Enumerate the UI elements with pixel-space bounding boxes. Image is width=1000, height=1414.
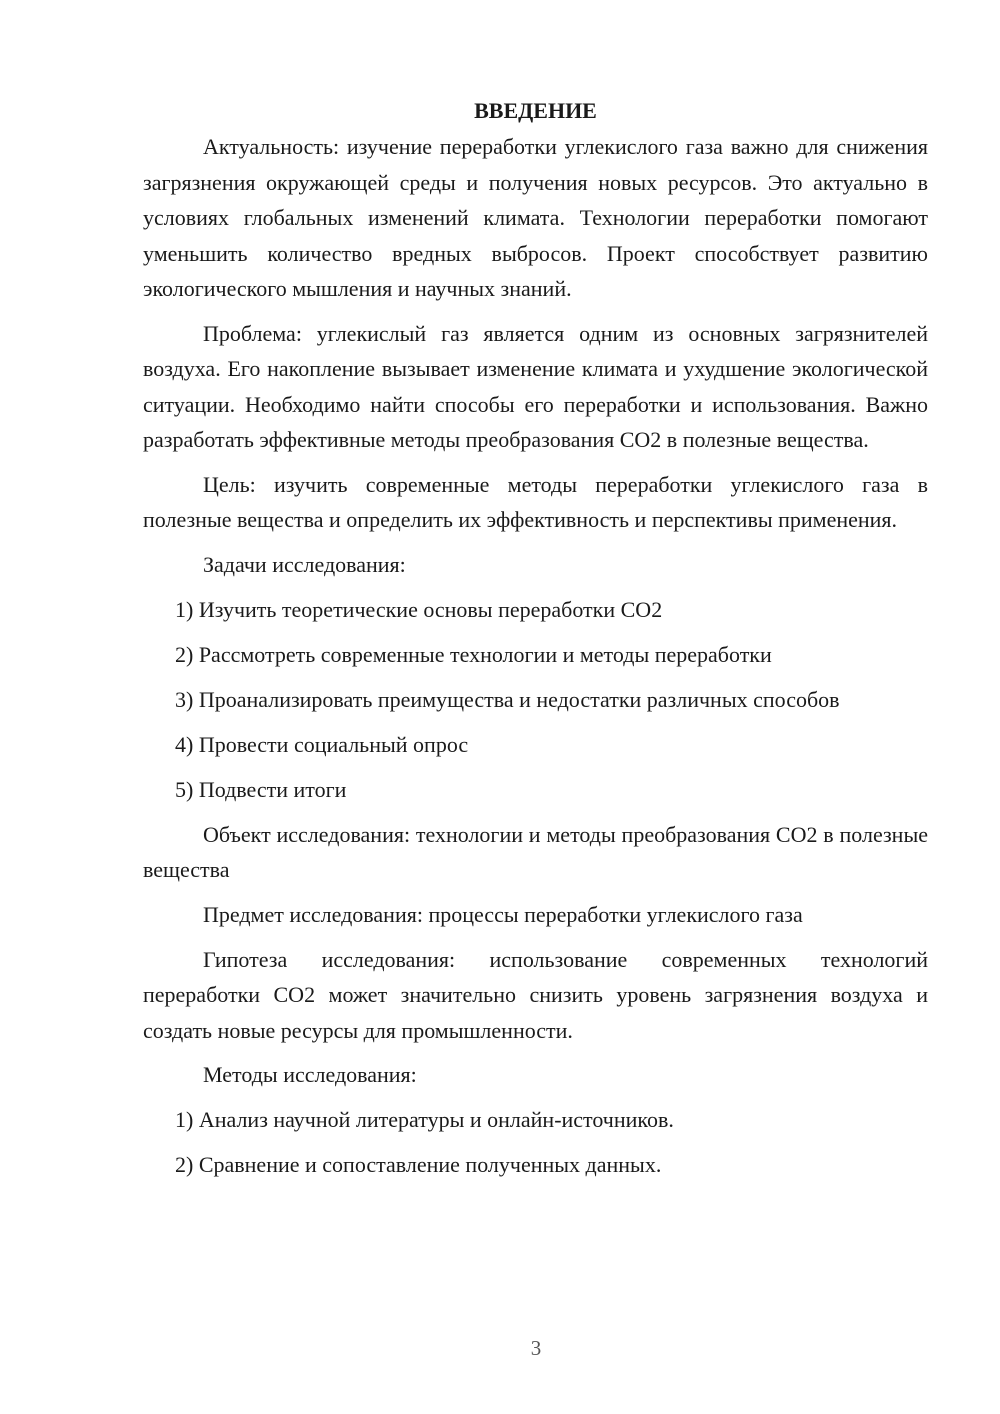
object-paragraph: Объект исследования: технологии и методы преобразования CO2 в полезные вещества xyxy=(143,821,928,882)
page-number: 3 xyxy=(530,1336,542,1360)
list-item: 1) Изучить теоретические основы переработки CO2 xyxy=(175,596,663,622)
list-item: 2) Рассмотреть современные технологии и методы переработки xyxy=(175,641,772,667)
relevance-paragraph: Актуальность: изучение переработки углекислого газа важно для снижения загрязнения окружающей среды и получения новых ресурсов. Это актуально в условиях глобальных изменений климата. Технологии переработки помогают уменьшить количество вредных выбросов. Проект способствует развитию экологического мышления и научных знаний. xyxy=(143,134,928,301)
problem-paragraph: Проблема: углекислый газ является одним из основных загрязнителей воздуха. Его накопление вызывает изменение климата и ухудшение экологической ситуации. Необходимо найти способы его переработки и использования. Важно разработать эффективные методы преобразования CO2 в полезные вещества. xyxy=(143,320,928,452)
hypothesis-paragraph: Гипотеза исследования: использование современных технологий переработки CO2 может значительно снизить уровень загрязнения воздуха и создать новые ресурсы для промышленности. xyxy=(143,946,928,1043)
subject-paragraph: Предмет исследования: процессы переработки углекислого газа xyxy=(203,901,803,927)
tasks-heading: Задачи исследования: xyxy=(203,551,406,577)
list-item: 2) Сравнение и сопоставление полученных данных. xyxy=(175,1152,662,1177)
list-item: 3) Проанализировать преимущества и недостатки различных способов xyxy=(175,686,840,712)
page-content xyxy=(143,93,928,1192)
goal-paragraph: Цель: изучить современные методы переработки углекислого газа в полезные вещества и определить их эффективность и перспективы применения. xyxy=(143,471,928,532)
list-item: 1) Анализ научной литературы и онлайн-источников. xyxy=(175,1107,674,1132)
tasks-list xyxy=(143,592,928,808)
section-title: ВВЕДЕНИЕ xyxy=(474,98,597,123)
list-item: 5) Подвести итоги xyxy=(175,776,347,802)
methods-heading: Методы исследования: xyxy=(203,1062,417,1087)
methods-list xyxy=(143,1102,928,1183)
list-item: 4) Провести социальный опрос xyxy=(175,731,469,757)
